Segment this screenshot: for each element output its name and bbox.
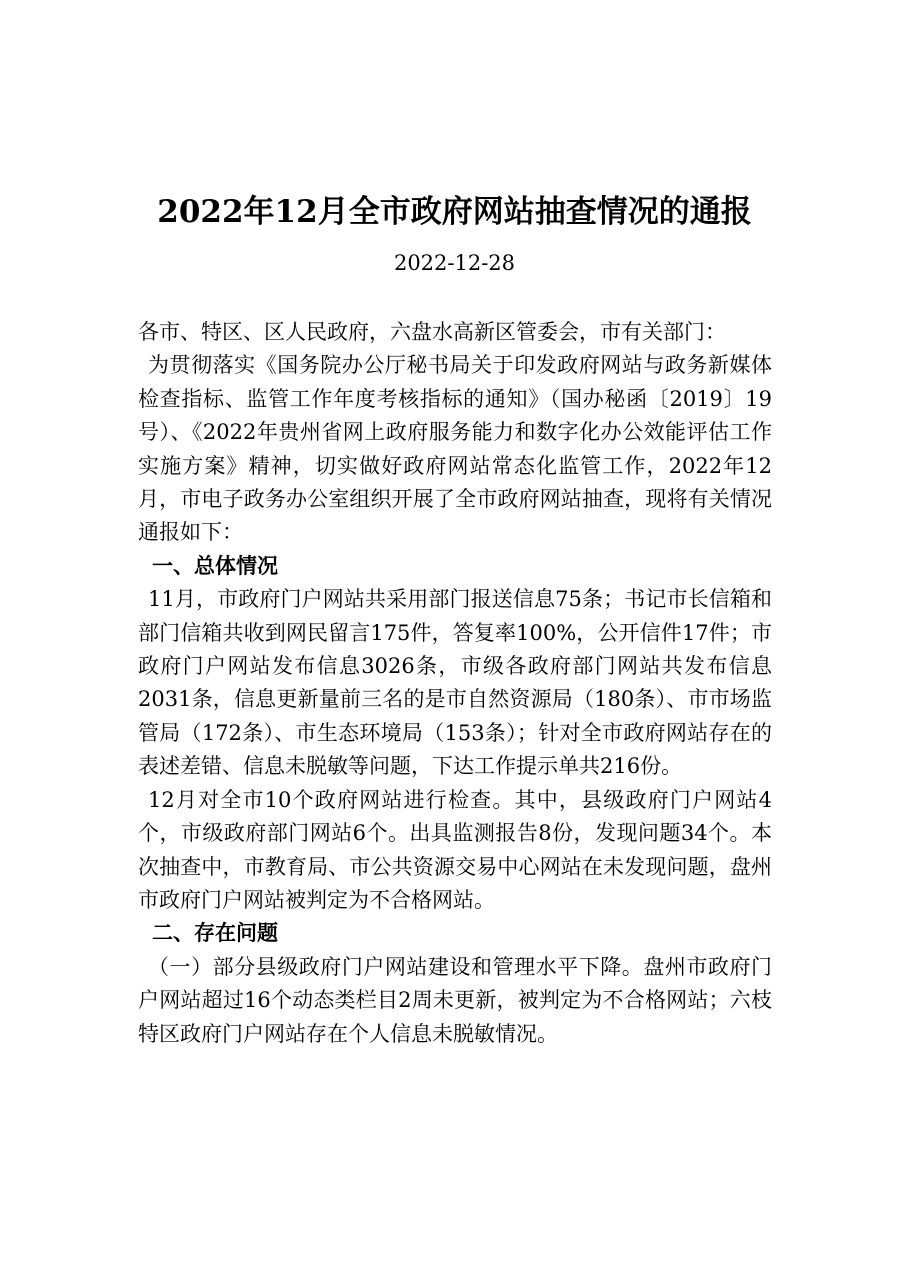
section-heading-issues: 二、存在问题 — [152, 921, 278, 946]
intro-paragraph: 为贯彻落实《国务院办公厅秘书局关于印发政府网站与政务新媒体检查指标、监管工作年度考核指标的通知》（国办秘函〔2019〕19号）、《2022年贵州省网上政府服务能力和数字化办公效能评估工作实施方案》精神，切实做好政府网站常态化监管工作，2022年12月，市电子政务办公室组织开展了全市政府网站抽查，现将有关情况通报如下： — [138, 353, 772, 545]
document-body — [138, 316, 772, 1051]
issues-paragraph-1: （一）部分县级政府门户网站建设和管理水平下降。盘州市政府门户网站超过16个动态类栏目2周未更新，被判定为不合格网站；六枝特区政府门户网站存在个人信息未脱敏情况。 — [138, 954, 772, 1046]
document-title: 2022年12月全市政府网站抽查情况的通报 — [157, 194, 752, 230]
section-heading-overview: 一、总体情况 — [152, 553, 278, 578]
document-date: 2022-12-28 — [393, 251, 516, 275]
salutation: 各市、特区、区人民政府，六盘水高新区管委会，市有关部门： — [138, 320, 726, 344]
overview-paragraph-2: 12月对全市10个政府网站进行检查。其中，县级政府门户网站4个，市级政府部门网站6个。出具监测报告8份，发现问题34个。本次抽查中，市教育局、市公共资源交易中心网站在未发现问题，盘州市政府门户网站被判定为不合格网站。 — [138, 787, 772, 912]
overview-paragraph-1: 11月，市政府门户网站共采用部门报送信息75条；书记市长信箱和部门信箱共收到网民留言175件，答复率100%，公开信件17件；市政府门户网站发布信息3026条，市级各政府部门网站共发布信息2031条，信息更新量前三名的是市自然资源局（180条）、市市场监管局（172条）、市生态环境局（153条）；针对全市政府网站存在的表述差错、信息未脱敏等问题，下达工作提示单共216份。 — [138, 587, 772, 779]
